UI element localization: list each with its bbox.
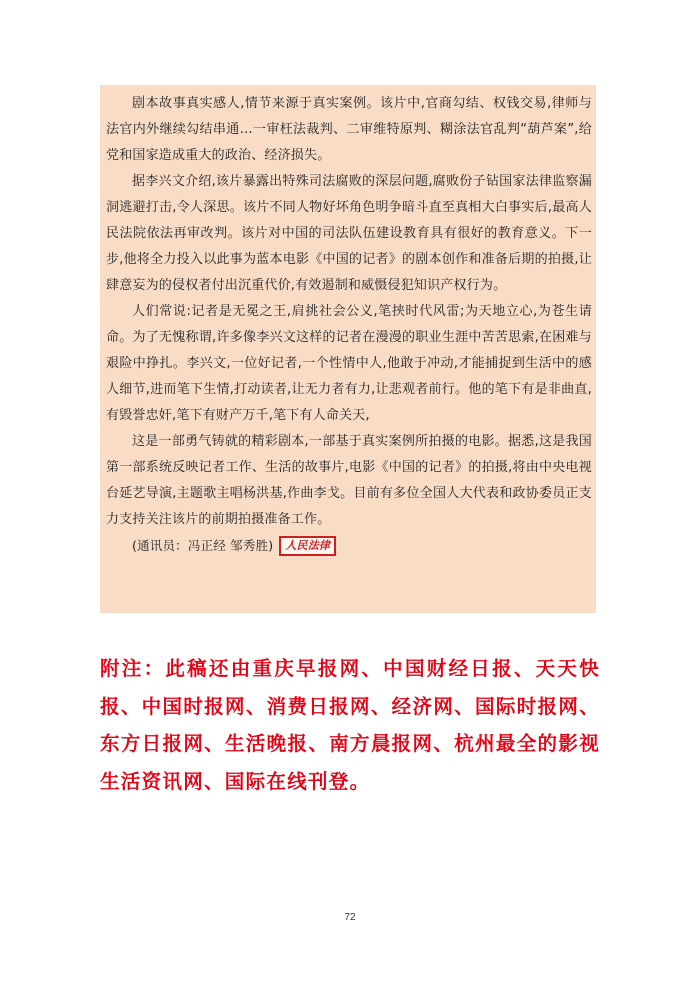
byline-text: (通讯员：冯正经 邹秀胜) [132,538,274,553]
article-paragraph-2: 据李兴文介绍,该片暴露出特殊司法腐败的深层问题,腐败份子钻国家法律监察漏洞逃避打击,令人深思。该片不同人物好坏角色明争暗斗直至真相大白事实后,最高人民法院依法再审改判。该片对中国的司法队伍建设教育具有很好的教育意义。下一步,他将全力投入以此事为蓝本电影《中国的记者》的剧本创作和准备后期的拍摄,让肆意妄为的侵权者付出沉重代价,有效遏制和威慑侵犯知识产权行为。 [106,174,592,293]
article-paragraph-3: 人们常说:记者是无冕之王,肩挑社会公义,笔挟时代风雷;为天地立心,为苍生请命。为了无愧称谓,许多像李兴文这样的记者在漫漫的职业生涯中苦苦思索,在困难与艰险中挣扎。李兴文,一位好记者,一个性情中人,他敢于冲动,才能捕捉到生活中的感人细节,进而笔下生情,打动读者,让无力者有力,让悲观者前行。他的笔下有是非曲直,有毁誉忠奸,笔下有财产万千,笔下有人命关天, [106,304,592,423]
article-paragraph-4: 这是一部勇气铸就的精彩剧本,一部基于真实案例所拍摄的电影。据悉,这是我国第一部系统反映记者工作、生活的故事片,电影《中国的记者》的拍摄,将由中央电视台延艺导演,主题歌主唱杨洪基,作曲李戈。目前有多位全国人大代表和政协委员正支力支持关注该片的前期拍摄准备工作。 [106,434,592,527]
article-paragraph-1: 剧本故事真实感人,情节来源于真实案例。该片中,官商勾结、权钱交易,律师与法官内外继续勾结串通…一审枉法裁判、二审维特原判、糊涂法官乱判“葫芦案”,给党和国家造成重大的政治、经济损失。 [106,96,592,163]
publication-stamp-logo: 人民法律 [279,536,336,556]
byline [106,533,592,559]
appendix-note: 附注：此稿还由重庆早报网、中国财经日报、天天快报、中国时报网、消费日报网、经济网、国际时报网、东方日报网、生活晚报、南方晨报网、杭州最全的影视生活资讯网、国际在线刊登。 [100,657,600,793]
article-box [100,85,596,613]
page-number: 72 [344,912,356,923]
